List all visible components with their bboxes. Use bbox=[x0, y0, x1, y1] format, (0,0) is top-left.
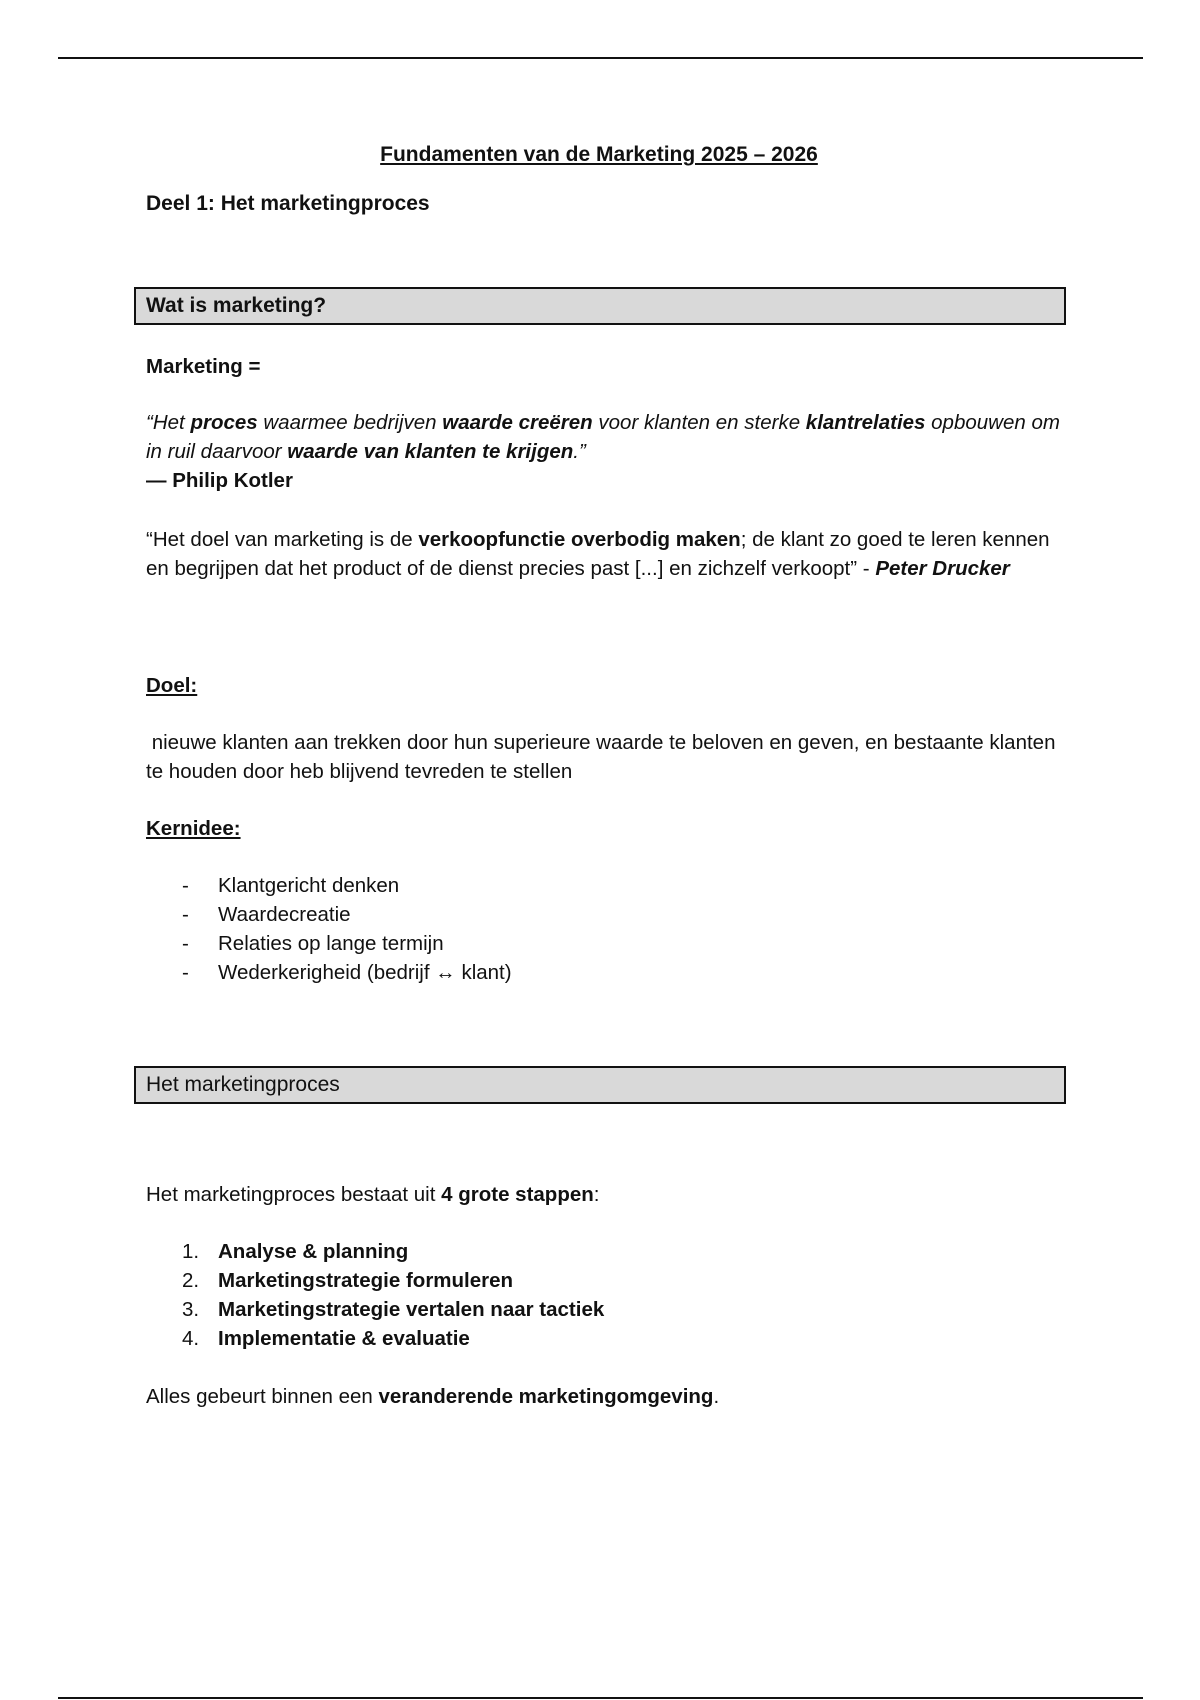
drucker-quote bbox=[146, 525, 1076, 583]
quote-text: “Het bbox=[146, 411, 191, 434]
list-item-text: Klantgericht denken bbox=[218, 874, 400, 897]
list-item bbox=[146, 871, 1076, 900]
core-idea-list bbox=[146, 871, 1076, 987]
bullet-dash: - bbox=[182, 961, 189, 984]
kotler-quote bbox=[146, 408, 1076, 495]
list-item bbox=[146, 1295, 1076, 1324]
definition-label: Marketing = bbox=[146, 355, 261, 378]
list-item bbox=[146, 958, 1076, 987]
step-number: 1. bbox=[182, 1240, 200, 1263]
list-item bbox=[146, 1237, 1076, 1266]
quote-text: ; de klant zo goed te leren kennen en begrijpen dat het product of de dienst precies past [...] en zichzelf verkoopt” - bbox=[146, 528, 1050, 580]
core-idea-label: Kernidee: bbox=[146, 817, 241, 840]
quote-text: opbouwen om in ruil daarvoor bbox=[146, 411, 1060, 463]
list-item-text: Waardecreatie bbox=[218, 903, 351, 926]
page-top-rule bbox=[58, 57, 1143, 59]
closing-text: Alles gebeurt binnen een bbox=[146, 1385, 379, 1408]
list-item-text: Relaties op lange termijn bbox=[218, 932, 444, 955]
quote-emphasis: waarde van klanten te krijgen bbox=[287, 440, 574, 463]
step-label: Analyse & planning bbox=[218, 1240, 409, 1263]
step-label: Implementatie & evaluatie bbox=[218, 1327, 470, 1350]
list-item-text: Wederkerigheid (bedrijf ↔ klant) bbox=[218, 961, 512, 984]
quote-text: voor klanten en sterke bbox=[592, 411, 806, 434]
step-number: 3. bbox=[182, 1298, 200, 1321]
step-label: Marketingstrategie vertalen naar tactiek bbox=[218, 1298, 605, 1321]
step-number: 4. bbox=[182, 1327, 200, 1350]
goal-text: nieuwe klanten aan trekken door hun superieure waarde te beloven en geven, en bestaante klanten te houden door heb blijvend tevreden te stellen bbox=[146, 731, 1062, 783]
process-intro bbox=[146, 1180, 1076, 1209]
step-number: 2. bbox=[182, 1269, 200, 1292]
closing-sentence bbox=[146, 1382, 1076, 1411]
quote-emphasis: verkoopfunctie overbodig maken bbox=[418, 528, 741, 551]
process-steps-list bbox=[146, 1237, 1076, 1353]
quote-emphasis: waarde creëren bbox=[442, 411, 593, 434]
bullet-dash: - bbox=[182, 932, 189, 955]
quote-author-drucker: Peter Drucker bbox=[875, 557, 1010, 580]
intro-emphasis: 4 grote stappen bbox=[441, 1183, 594, 1206]
document-content bbox=[146, 140, 1076, 1411]
list-item bbox=[146, 929, 1076, 958]
closing-text: . bbox=[713, 1385, 720, 1408]
quote-text: “Het doel van marketing is de bbox=[146, 528, 419, 551]
bullet-dash: - bbox=[182, 903, 189, 926]
step-label: Marketingstrategie formuleren bbox=[218, 1269, 514, 1292]
intro-text: Het marketingproces bestaat uit bbox=[146, 1183, 442, 1206]
section-heading-wat-is-marketing: Wat is marketing? bbox=[134, 287, 1066, 325]
page-bottom-rule bbox=[58, 1697, 1143, 1699]
document-title: Fundamenten van de Marketing 2025 – 2026 bbox=[380, 143, 818, 166]
goal-label: Doel: bbox=[146, 674, 198, 697]
quote-emphasis: klantrelaties bbox=[805, 411, 926, 434]
part-title: Deel 1: Het marketingproces bbox=[146, 192, 430, 215]
list-item bbox=[146, 1266, 1076, 1295]
quote-emphasis: proces bbox=[190, 411, 258, 434]
quote-text: waarmee bedrijven bbox=[257, 411, 443, 434]
quote-text: .” bbox=[573, 440, 586, 463]
quote-author-kotler: — Philip Kotler bbox=[146, 469, 293, 492]
intro-text: : bbox=[593, 1183, 600, 1206]
closing-emphasis: veranderende marketingomgeving bbox=[378, 1385, 714, 1408]
list-item bbox=[146, 900, 1076, 929]
list-item bbox=[146, 1324, 1076, 1353]
section-heading-marketingproces: Het marketingproces bbox=[134, 1066, 1066, 1104]
bullet-dash: - bbox=[182, 874, 189, 897]
